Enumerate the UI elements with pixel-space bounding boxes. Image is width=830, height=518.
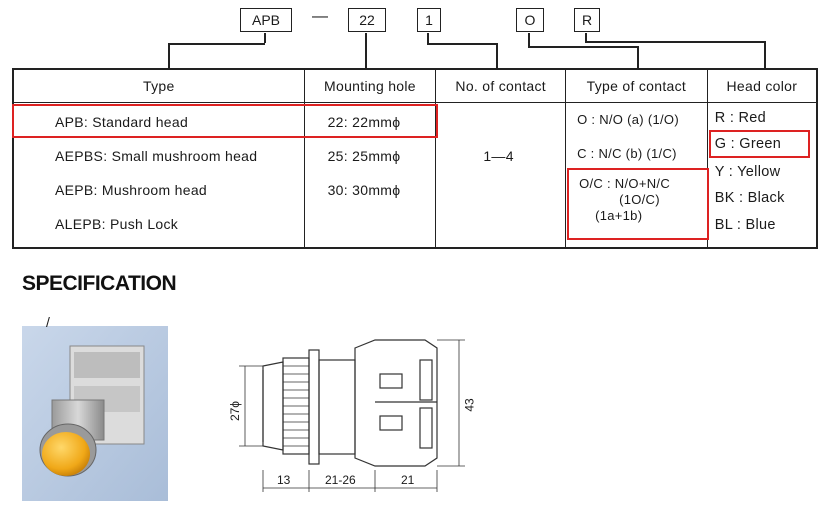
- connector-mounting-v: [365, 33, 367, 69]
- specification-title: SPECIFICATION: [22, 272, 177, 295]
- header-head-color: Head color: [707, 69, 817, 103]
- no-of-contact-column: [436, 103, 566, 249]
- head-color-column: [707, 103, 817, 249]
- photo-mark: /: [46, 314, 50, 330]
- code-dash: —: [312, 8, 328, 25]
- contact-type-oc-code: (1O/C): [619, 192, 660, 207]
- connector-color-v: [585, 33, 587, 41]
- color-yellow: Y : Yellow: [714, 164, 781, 180]
- mounting-22: 22: 22mmϕ: [327, 114, 401, 130]
- code-contact-type-box: O: [516, 8, 544, 32]
- dimension-drawing: [225, 330, 485, 505]
- contact-type-o: O : N/O (a) (1/O): [577, 112, 679, 127]
- product-photo: [22, 314, 172, 508]
- color-green: G : Green: [714, 136, 782, 152]
- header-mounting-hole: Mounting hole: [304, 69, 436, 103]
- connector-contact-h: [427, 43, 497, 45]
- connector-series-v: [264, 33, 266, 43]
- connector-color-down: [764, 41, 766, 69]
- code-mounting-box: 22: [348, 8, 386, 32]
- mounting-25: 25: 25mmϕ: [327, 148, 401, 164]
- contact-type-c: C : N/C (b) (1/C): [577, 146, 677, 161]
- dim-21-26: 21-26: [325, 473, 356, 487]
- type-aepbs: AEPBS: Small mushroom head: [55, 148, 258, 164]
- dim-height: 43: [462, 398, 477, 412]
- table-header-row: [13, 69, 817, 103]
- code-color-box: R: [574, 8, 600, 32]
- code-series-box: APB: [240, 8, 292, 32]
- connector-contact-type-h: [528, 46, 638, 48]
- contact-type-oc-ab: (1a+1b): [595, 208, 643, 223]
- connector-contact-v: [427, 33, 429, 43]
- type-alepb: ALEPB: Push Lock: [55, 216, 179, 232]
- header-type-of-contact: Type of contact: [566, 69, 708, 103]
- color-blue: BL : Blue: [714, 217, 776, 233]
- code-contact-box: 1: [417, 8, 441, 32]
- connector-color-h: [585, 41, 765, 43]
- header-no-of-contact: No. of contact: [436, 69, 566, 103]
- mounting-30: 30: 30mmϕ: [327, 182, 401, 198]
- dim-21: 21: [401, 473, 415, 487]
- connector-series-h: [168, 43, 265, 45]
- highlight-green: [709, 130, 810, 158]
- highlight-oc-contact: [567, 168, 709, 240]
- dim-diameter: 27ϕ: [228, 400, 243, 422]
- connector-contact-type-v: [528, 33, 530, 46]
- highlight-apb-22mm: [12, 104, 438, 138]
- connector-series-down: [168, 43, 170, 69]
- type-aepb: AEPB: Mushroom head: [55, 182, 207, 198]
- dim-13: 13: [277, 473, 291, 487]
- contact-count: 1—4: [483, 148, 514, 164]
- connector-contact-down: [496, 43, 498, 69]
- color-black: BK : Black: [714, 190, 785, 206]
- color-red: R : Red: [714, 110, 766, 126]
- connector-contact-type-down: [637, 46, 639, 69]
- contact-type-oc: O/C : N/O+N/C: [579, 176, 671, 191]
- header-type: Type: [13, 69, 304, 103]
- type-apb: APB: Standard head: [55, 114, 189, 130]
